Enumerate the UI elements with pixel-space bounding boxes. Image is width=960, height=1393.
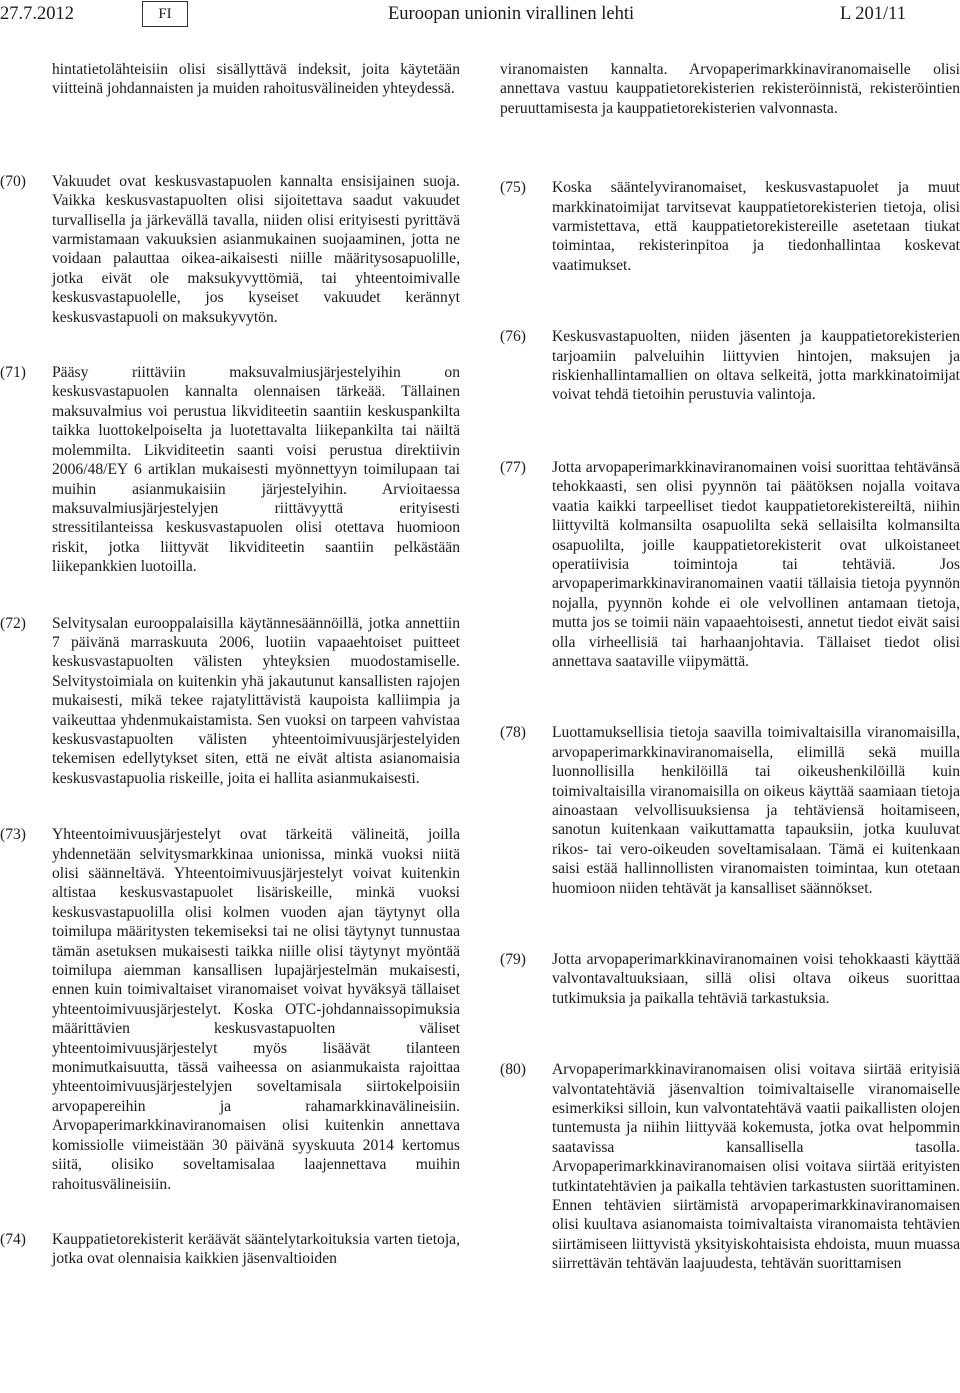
recital-73 <box>0 825 460 1194</box>
recital-number: (70) <box>0 172 26 190</box>
recital-number: (77) <box>500 458 526 476</box>
recital-text: Jotta arvopaperimarkkinaviranomainen voisi suorittaa tehtävänsä tehokkaasti, sen olisi pyynnön tai päätöksen nojalla voitava vaatia kaikki tarpeelliset tiedot kauppatietorekistereiltä, niihin liittyviltä kolmansilta osapuolilta sekä sellaisilta kolmansilta osapuolilta, joille kauppatietorekisterit ovat ulkoistaneet operatiivisia toimintoja tai tehtäviä. Jos arvopaperimarkkinaviranomainen vaatii tällaisia tietoja pyynnön nojalla, pyynnön kohde ei ole velvollinen antamaan tietoja, mutta jos se toimii näin vapaaehtoisesti, annetut tiedot eivät saisi olla virheellisiä tai harhaanjohtavia. Tällaiset tiedot olisi annettava saataville viipymättä. <box>552 458 960 670</box>
recital-number: (73) <box>0 826 26 844</box>
recital-number: (71) <box>0 364 26 382</box>
right-column <box>500 60 960 1274</box>
page-header <box>0 0 960 34</box>
recital-75 <box>500 178 960 275</box>
language-badge: FI <box>142 1 188 27</box>
recital-78 <box>500 723 960 898</box>
recital-71 <box>0 363 460 576</box>
recital-74 <box>0 1230 460 1269</box>
recital-text: Pääsy riittäviin maksuvalmiusjärjestelyihin on keskusvastapuolen kannalta olennaisen tärkeää. Tällainen maksuvalmius voi perustua likviditeetin saantiin keskuspankilta taikka luottokelpoiselta ja luotettavalta liikepankilta tai näiltä molemmilta. Likviditeetin saanti voisi perustua direktiivin 2006/48/EY 6 artiklan mukaisesti myönnettyyn toimilupaan tai muihin asianmukaisiin järjestelyihin. Arvioitaessa maksuvalmiusjärjestelyjen riittävyyttä erityisesti stressitilanteissa keskusvastapuolen olisi otettava huomioon riskit, jotka liittyvät likviditeetin saantiin pelkästään liikepankkien luotoilla. <box>52 364 460 576</box>
page-reference: L 201/11 <box>840 4 906 24</box>
publication-date: 27.7.2012 <box>0 4 74 24</box>
left-column <box>0 60 460 1269</box>
recital-70 <box>0 172 460 327</box>
recital-79 <box>500 950 960 1008</box>
journal-title: Euroopan unionin virallinen lehti <box>388 4 635 24</box>
recital-text: Yhteentoimivuusjärjestelyt ovat tärkeitä välineitä, joilla yhdennetään selvitysmarkkinaa unionissa, minkä vuoksi niitä olisi säänneltävä. Yhteentoimivuusjärjestelyt voivat kuitenkin altistaa keskusvastapuolet lisäriskeille, minkä vuoksi keskusvastapuolilla olisi kolmen vuoden ajan täytynyt olla toimilupa määritysten tekemiseksi tai ne olisi täytynyt tunnustaa tämän asetuksen mukaisesti taikka niille olisi täytynyt myöntää toimilupa aiemman kansallisen lupajärjestelmän mukaisesti, ennen kuin toimivaltaiset viranomaiset voivat hyväksyä tällaiset yhteentoimivuusjärjestelyt. Koska OTC-johdannaissopimuksia määrittävien keskusvastapuolten väliset yhteentoimivuusjärjestelyt myös lisäävät tilanteen monimutkaisuutta, tässä vaiheessa on asianmukaista rajoittaa yhteentoimivuusjärjestelyjen soveltamisala siirtokelpoisiin arvopapereihin ja rahamarkkinavälineisiin. Arvopaperimarkkinaviranomaisen olisi kuitenkin annettava komissiolle viimeistään 30 päivänä syyskuuta 2014 kertomus siitä, olisiko soveltamisalaa laajennettava muihin rahoitusvälineisiin. <box>52 826 460 1193</box>
continuation-text: hintatietolähteisiin olisi sisällyttävä indeksit, joita käytetään viitteinä johdannaisten ja muiden rahoitusvälineiden yhteydessä. <box>52 61 460 98</box>
recital-text: Jotta arvopaperimarkkinaviranomainen voisi tehokkaasti käyttää valvontavaltuuksiaan, sillä olisi oltava oikeus suorittaa tutkimuksia ja paikalla tehtäviä tarkastuksia. <box>552 951 960 1007</box>
recital-text: Koska sääntelyviranomaiset, keskusvastapuolet ja muut markkinatoimijat tarvitsevat kauppatietorekisterien tietoja, olisi varmistettava, että kauppatietorekistereille asetetaan tiukat toimintaa, rekisterinpitoa ja tiedonhallintaa koskevat vaatimukset. <box>552 179 960 274</box>
recital-text: Vakuudet ovat keskusvastapuolen kannalta ensisijainen suoja. Vaikka keskusvastapuolten olisi sijoitettava saadut vakuudet turvallisella ja järkevällä tavalla, niiden olisi erityisesti pyrittävä varmistamaan vakuuksien asianmukainen suojaaminen, jotta ne voidaan palauttaa oikea-aikaisesti niille määritysosapuolille, jotka eivät ole maksukyvyttömiä, tai yhteentoimivalle keskusvastapuolelle, jos kyseiset vakuudet kerännyt keskusvastapuoli on maksukyvytön. <box>52 172 460 326</box>
recital-text: Keskusvastapuolten, niiden jäsenten ja kauppatietorekisterien tarjoamiin palveluihin liittyvien hintojen, maksujen ja riskienhallintamallien on oltava selkeitä, jotta markkinatoimijat voivat tehdä tietoihin perustuvia valintoja. <box>552 328 960 404</box>
recital-number: (76) <box>500 328 526 346</box>
recital-text: Arvopaperimarkkinaviranomaisen olisi voitava siirtää erityisiä valvontatehtäviä jäsenvaltion toimivaltaiselle viranomaiselle esimerkiksi silloin, kun valvontatehtävä vaatii paikallisten olojen tuntemusta ja niihin liittyvää kokemusta, jotka ovat helpommin saatavissa kansallisella tasolla. Arvopaperimarkkinaviranomaisen olisi voitava siirtää erityisten tutkintatehtävien ja paikalla tehtävien tarkastusten suorittaminen. Ennen tehtävien siirtämistä arvopaperimarkkinaviranomaisen olisi kuultava asianomaista toimivaltaista viranomaista tehtävien siirtämiseen liittyvistä yksityiskohtaisista ehdoista, muun muassa siirrettävän tehtävän laajuudesta, tehtävän suorittamisen <box>552 1061 960 1273</box>
recital-text: Selvitysalan eurooppalaisilla käytännesäännöillä, jotka annettiin 7 päivänä marraskuuta 2006, luotiin vapaaehtoiset puitteet keskusvastapuolten välisten yhteyksien muodostamiselle. Selvitystoimiala on kuitenkin yhä jakautunut kansallisten rajojen mukaisesti, mikä tekee rajatylittävistä kaupoista kalliimpia ja vaikeuttaa yhdenmukaistamista. Sen vuoksi on tarpeen vahvistaa keskusvastapuolten välisten yhteentoimivuusjärjestelyiden tekemisen edellytykset siten, että ne eivät altista asianomaisia keskusvastapuolia riskeille, joita ei hallita asianmukaisesti. <box>52 614 460 787</box>
recital-72 <box>0 614 460 789</box>
continuation-text: viranomaisten kannalta. Arvopaperimarkkinaviranomaiselle olisi annettava vastuu kauppatietorekisterien rekisteröinnistä, rekisteröintien peruuttamisesta ja kauppatietorekisterien valvonnasta. <box>500 61 960 117</box>
recital-77 <box>500 458 960 671</box>
recital-number: (75) <box>500 179 526 197</box>
recital-76 <box>500 327 960 405</box>
recital-number: (80) <box>500 1061 526 1079</box>
recital-number: (72) <box>0 614 26 632</box>
recital-text: Kauppatietorekisterit keräävät sääntelytarkoituksia varten tietoja, jotka ovat olennaisia kaikkien jäsenvaltioiden <box>52 1230 460 1268</box>
recital-number: (79) <box>500 951 526 968</box>
recital-number: (74) <box>0 1230 26 1248</box>
recital-80 <box>500 1060 960 1273</box>
recital-number: (78) <box>500 724 526 742</box>
recital-text: Luottamuksellisia tietoja saavilla toimivaltaisilla viranomaisilla, arvopaperimarkkinaviranomaisella, elimillä sekä muilla luonnollisilla henkilöillä tai oikeushenkilöillä kuin toimivaltaisilla viranomaisilla on oikeus käyttää saamiaan tietoja ainoastaan velvollisuuksiensa ja tehtäviensä hoitamiseen, sanotun kuitenkaan vaikuttamatta tapauksiin, jotka kuuluvat rikos- tai vero-oikeuden soveltamisalaan. Tämä ei kuitenkaan saisi estää hallinnollisten viranomaisten toimintaa, kun otetaan huomioon niiden tehtävät ja kansalliset säännökset. <box>552 724 960 897</box>
